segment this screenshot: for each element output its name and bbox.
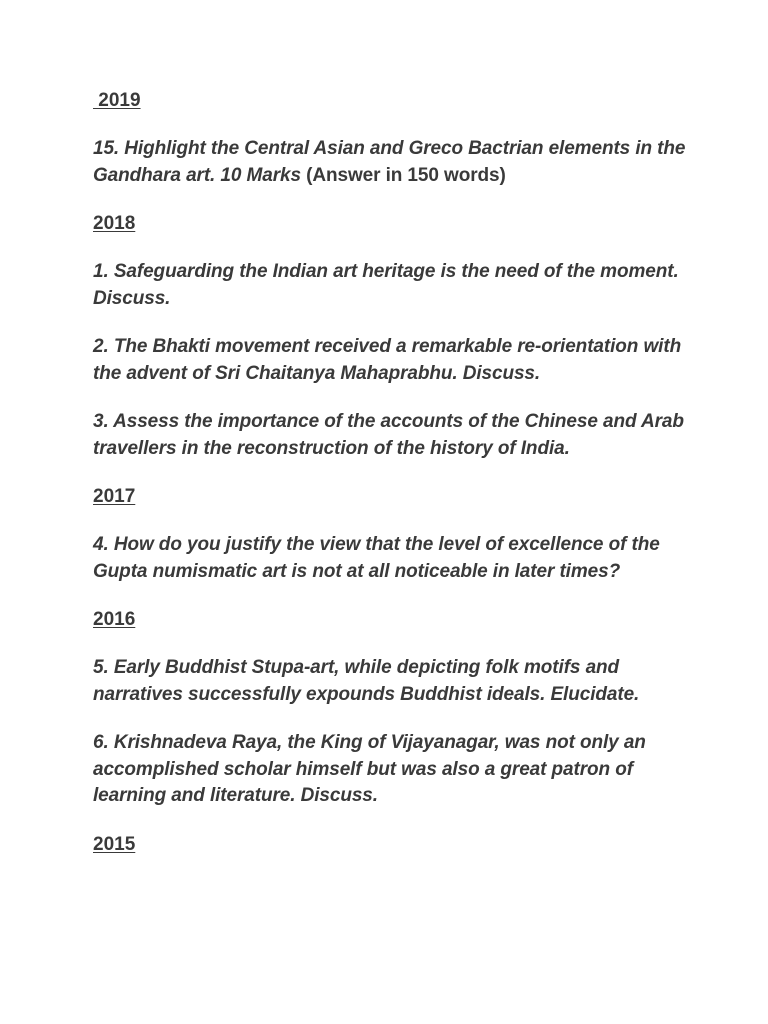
question-text: 15. Highlight the Central Asian and Greco Bactrian elements in the Gandhara art. 10 Marks: [93, 138, 686, 186]
question-6: 6. Krishnadeva Raya, the King of Vijayanagar, was not only an accomplished scholar himself but was also a great patron of learning and literature. Discuss.: [93, 732, 646, 806]
year-heading: 2019: [93, 90, 141, 111]
question-2: 2. The Bhakti movement received a remarkable re-orientation with the advent of Sri Chaitanya Mahaprabhu. Discuss.: [93, 336, 682, 384]
document-page: [93, 88, 693, 880]
year-heading: 2015: [93, 833, 136, 855]
section-2017: [93, 484, 693, 585]
section-2015: [93, 832, 693, 858]
question-5: 5. Early Buddhist Stupa-art, while depicting folk motifs and narratives successfully expounds Buddhist ideals. Elucidate.: [93, 657, 640, 705]
question-15: [93, 136, 693, 189]
question-3: 3. Assess the importance of the accounts of the Chinese and Arab travellers in the reconstruction of the history of India.: [93, 411, 684, 459]
section-2018: [93, 211, 693, 462]
year-heading: 2016: [93, 609, 136, 630]
year-heading: 2018: [93, 213, 136, 234]
question-4: 4. How do you justify the view that the level of excellence of the Gupta numismatic art is not at all noticeable in later times?: [93, 534, 660, 582]
year-heading: 2017: [93, 486, 136, 507]
question-word-limit: (Answer in 150 words): [300, 164, 506, 186]
section-2019: [93, 88, 693, 189]
section-2016: [93, 607, 693, 810]
question-1: 1. Safeguarding the Indian art heritage is the need of the moment. Discuss.: [93, 261, 679, 309]
